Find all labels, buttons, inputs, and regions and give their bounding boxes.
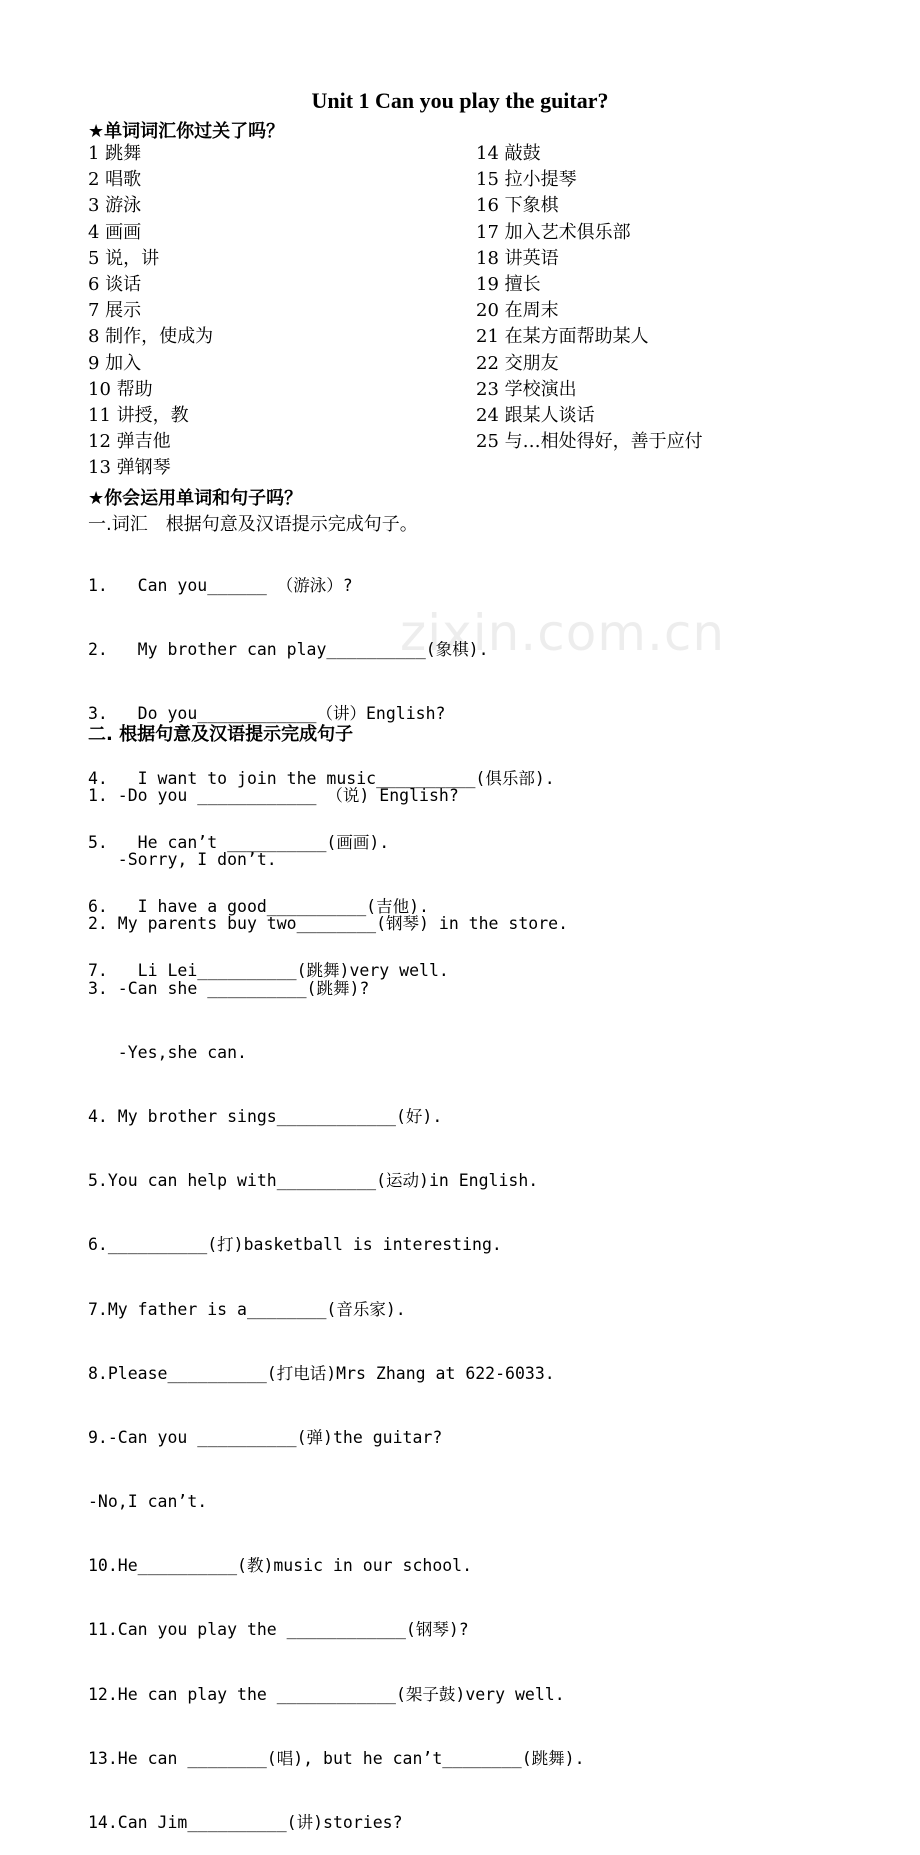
part2-exercise-list — [88, 745, 585, 1855]
vocab-item: 15 拉小提琴 — [476, 169, 577, 191]
vocab-item: 13 弹钢琴 — [88, 457, 171, 479]
exercise-line: 1. Can you______ （游泳）? — [88, 576, 353, 595]
exercise-line: 1. -Do you ____________ （说) English? — [88, 786, 459, 805]
vocab-item: 10 帮助 — [88, 378, 153, 400]
vocab-item: 18 讲英语 — [476, 247, 559, 269]
vocab-item: 12 弹吉他 — [88, 431, 171, 453]
exercise-line: 6. I have a good__________(吉他). — [88, 896, 429, 916]
vocab-item: 14 敲鼓 — [476, 143, 541, 164]
vocab-item: 8 制作，使成为 — [88, 326, 214, 348]
vocab-item: 6 谈话 — [88, 273, 142, 295]
vocab-item: 24 跟某人谈话 — [476, 404, 595, 426]
exercise-line: 2. My brother can play__________(象棋). — [88, 640, 489, 660]
vocab-item: 11 讲授，教 — [88, 404, 189, 426]
vocab-item: 22 交朋友 — [476, 352, 559, 374]
part2-heading: 二. 根据句意及汉语提示完成句子 — [88, 724, 354, 745]
vocab-item: 1 跳舞 — [88, 143, 142, 164]
exercise-line: 7. Li Lei__________(跳舞)very well. — [88, 961, 449, 981]
vocab-item: 4 画画 — [88, 221, 142, 243]
vocab-list-left — [88, 141, 213, 481]
page-title: Unit 1 Can you play the guitar? — [311, 88, 609, 113]
exercise-line: 10.He__________(教)music in our school. — [88, 1556, 473, 1576]
exercise-line: 3. -Can she __________(跳舞)? — [88, 978, 370, 998]
vocab-item: 25 与…相处得好，善于应付 — [476, 431, 703, 453]
vocab-item: 3 游泳 — [88, 195, 142, 217]
exercise-line: -Sorry, I don’t. — [88, 850, 277, 870]
exercise-line: 3. Do you____________（讲）English? — [88, 704, 446, 724]
exercise-line: 13.He can ________(唱), but he can’t________(跳舞). — [88, 1748, 585, 1768]
exercise-line: 8.Please__________(打电话)Mrs Zhang at 622-6033. — [88, 1363, 555, 1383]
exercise-line: 5.You can help with__________(运动)in English. — [88, 1171, 539, 1191]
vocab-item: 21 在某方面帮助某人 — [476, 326, 649, 348]
vocab-item: 23 学校演出 — [476, 378, 577, 400]
part1-heading: 一.词汇 根据句意及汉语提示完成句子。 — [88, 514, 418, 535]
exercise-line: 4. My brother sings____________(好). — [88, 1106, 443, 1126]
exercise-line: 4. I want to join the music__________(俱乐部). — [88, 768, 555, 788]
section-usage-heading: ★你会运用单词和句子吗？ — [88, 488, 303, 509]
exercise-line: 9.-Can you __________(弹)the guitar? — [88, 1427, 443, 1447]
vocab-item: 2 唱歌 — [88, 169, 142, 191]
exercise-line: 12.He can play the ____________(架子鼓)very well. — [88, 1684, 565, 1704]
section-vocab-heading: ★单词词汇你过关了吗？ — [88, 121, 285, 142]
vocab-item: 20 在周末 — [476, 300, 559, 322]
vocab-item: 9 加入 — [88, 352, 142, 374]
vocab-item: 7 展示 — [88, 300, 142, 322]
vocab-item: 19 擅长 — [476, 273, 541, 295]
vocab-item: 16 下象棋 — [476, 195, 559, 217]
exercise-line: 14.Can Jim__________(讲)stories? — [88, 1813, 403, 1832]
watermark: zixin.com.cn — [400, 604, 726, 662]
exercise-line: 6.__________(打)basketball is interesting. — [88, 1235, 502, 1255]
exercise-line: 5. He can’t __________(画画). — [88, 832, 390, 852]
exercise-line: 11.Can you play the ____________(钢琴)? — [88, 1620, 469, 1640]
exercise-line: 7.My father is a________(音乐家). — [88, 1299, 406, 1319]
exercise-line: 2. My parents buy two________(钢琴) in the store. — [88, 914, 569, 934]
vocab-item: 5 说，讲 — [88, 247, 160, 269]
exercise-line: -Yes,she can. — [88, 1042, 247, 1062]
exercise-line: -No,I can’t. — [88, 1492, 208, 1512]
vocab-item: 17 加入艺术俱乐部 — [476, 221, 631, 243]
vocab-list-right — [476, 141, 703, 455]
